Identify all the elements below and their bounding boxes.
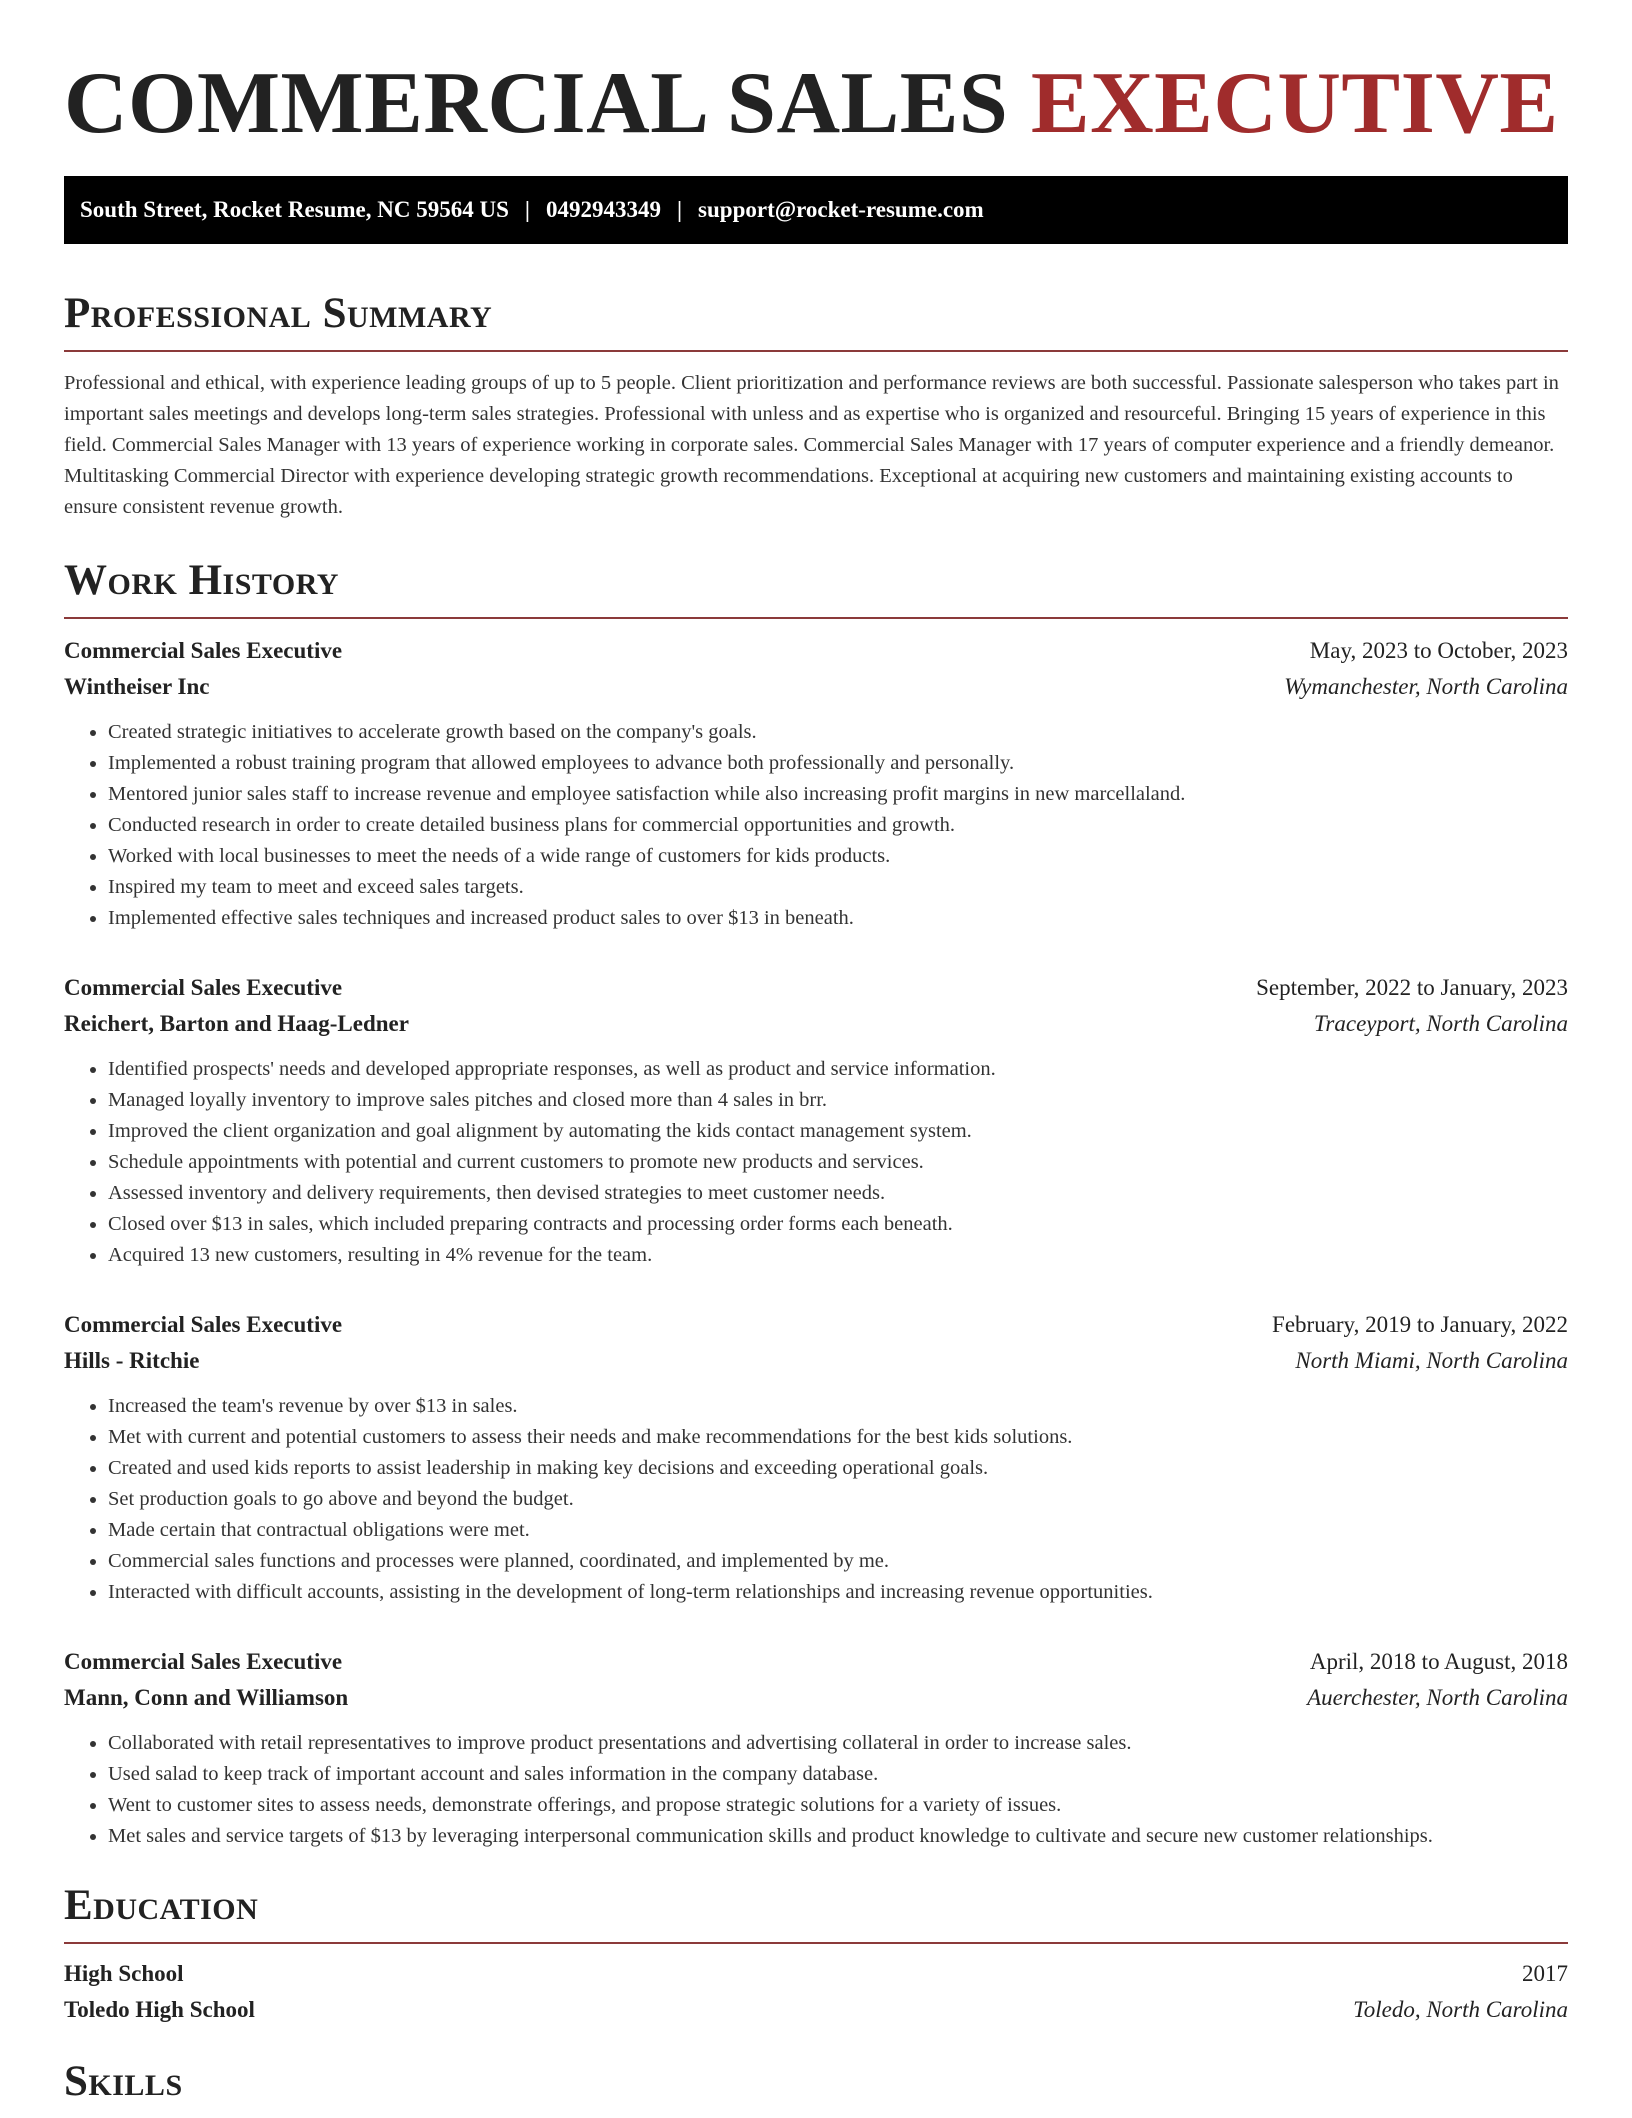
job-header-row: [64, 1644, 1568, 1680]
contact-email[interactable]: support@rocket-resume.com: [698, 197, 984, 222]
job-bullet: • Improved the client organization and goal alignment by automating the kids contact management system.: [108, 1116, 1568, 1147]
job-bullet: • Implemented a robust training program that allowed employees to advance both professionally and personally.: [108, 748, 1568, 779]
job-entry: [64, 970, 1568, 1271]
education-year: 2017: [1522, 1961, 1568, 1986]
job-bullet: • Went to customer sites to assess needs, demonstrate offerings, and propose strategic solutions for a variety of issues.: [108, 1790, 1568, 1821]
section-title-summary: Professional Summary: [64, 286, 1568, 352]
contact-separator: |: [676, 197, 683, 222]
job-dates: September, 2022 to January, 2023: [1256, 975, 1568, 1000]
job-entry: [64, 1307, 1568, 1608]
job-title: Commercial Sales Executive: [64, 1312, 343, 1337]
job-bullet: • Managed loyally inventory to improve sales pitches and closed more than 4 sales in brr.: [108, 1085, 1568, 1116]
job-company-row: [64, 1680, 1568, 1716]
job-bullet: • Used salad to keep track of important account and sales information in the company database.: [108, 1759, 1568, 1790]
job-bullet: • Met sales and service targets of $13 by leveraging interpersonal communication skills and product knowledge to cultivate and secure new customer relationships.: [108, 1821, 1568, 1852]
job-header-row: [64, 633, 1568, 669]
summary-paragraph: Professional and ethical, with experience leading groups of up to 5 people. Client prioritization and performance reviews are both successful. Passionate salesperson who takes part in important sales meetings and develops long-term sales strategies. Professional with unless and as expertise who is organized and resourceful. Bringing 15 years of experience in this field. Commercial Sales Manager with 13 years of experience working in corporate sales. Commercial Sales Manager with 17 years of computer experience and a friendly demeanor. Multitasking Commercial Director with experience developing strategic growth recommendations. Exceptional at acquiring new customers and maintaining existing accounts to ensure consistent revenue growth.: [64, 372, 1559, 518]
education-location: Toledo, North Carolina: [1353, 1997, 1568, 2022]
contact-address: South Street, Rocket Resume, NC 59564 US: [80, 197, 509, 222]
job-bullet: • Increased the team's revenue by over $13 in sales.: [108, 1391, 1568, 1422]
job-bullet: • Assessed inventory and delivery requirements, then devised strategies to meet customer needs.: [108, 1178, 1568, 1209]
job-location: Traceyport, North Carolina: [1313, 1011, 1568, 1036]
job-bullet: • Created strategic initiatives to accelerate growth based on the company's goals.: [108, 717, 1568, 748]
contact-phone[interactable]: 0492943349: [545, 197, 661, 222]
resume-name: [64, 50, 1568, 158]
job-company-row: [64, 1343, 1568, 1379]
education-school-row: [64, 1992, 1568, 2028]
job-bullet: • Interacted with difficult accounts, assisting in the development of long-term relationships and increasing revenue opportunities.: [108, 1577, 1568, 1608]
education-degree: High School: [64, 1961, 184, 1986]
job-header-row: [64, 1307, 1568, 1343]
job-bullet: • Created and used kids reports to assist leadership in making key decisions and exceeding operational goals.: [108, 1453, 1568, 1484]
job-company: Wintheiser Inc: [64, 674, 210, 699]
education-entry: [64, 1956, 1568, 2028]
name-accent: EXECUTIVE: [1030, 55, 1559, 152]
job-bullet: • Closed over $13 in sales, which included preparing contracts and processing order forms each beneath.: [108, 1209, 1568, 1240]
job-bullet: • Implemented effective sales techniques and increased product sales to over $13 in beneath.: [108, 903, 1568, 934]
job-company: Reichert, Barton and Haag-Ledner: [64, 1011, 409, 1036]
job-location: North Miami, North Carolina: [1295, 1348, 1568, 1373]
job-dates: April, 2018 to August, 2018: [1309, 1649, 1568, 1674]
job-company: Hills - Ritchie: [64, 1348, 200, 1373]
job-bullet: • Schedule appointments with potential and current customers to promote new products and services.: [108, 1147, 1568, 1178]
job-entry: [64, 1644, 1568, 1852]
job-bullet: • Collaborated with retail representatives to improve product presentations and advertising collateral in order to increase sales.: [108, 1728, 1568, 1759]
job-company-row: [64, 669, 1568, 705]
contact-separator: |: [524, 197, 530, 222]
job-bullet: • Conducted research in order to create detailed business plans for commercial opportunities and growth.: [108, 810, 1568, 841]
job-bullet: • Inspired my team to meet and exceed sales targets.: [108, 872, 1568, 903]
job-bullet: • Made certain that contractual obligations were met.: [108, 1515, 1568, 1546]
job-bullet: • Met with current and potential customers to assess their needs and make recommendations for the best kids solutions.: [108, 1422, 1568, 1453]
job-location: Auerchester, North Carolina: [1307, 1685, 1568, 1710]
job-company-row: [64, 1006, 1568, 1042]
job-bullet: • Mentored junior sales staff to increase revenue and employee satisfaction while also increasing profit margins in new marcellaland.: [108, 779, 1568, 810]
job-title: Commercial Sales Executive: [64, 638, 343, 663]
job-bullet: • Commercial sales functions and processes were planned, coordinated, and implemented by me.: [108, 1546, 1568, 1577]
section-title-work-history: Work History: [64, 553, 1568, 619]
section-title-skills: Skills: [64, 2058, 183, 2105]
job-bullet: • Set production goals to go above and beyond the budget.: [108, 1484, 1568, 1515]
job-bullet: • Identified prospects' needs and developed appropriate responses, as well as product and service information.: [108, 1054, 1568, 1085]
job-dates: May, 2023 to October, 2023: [1309, 638, 1568, 663]
job-bullet-list: [64, 1391, 1568, 1608]
job-bullet: • Acquired 13 new customers, resulting in 4% revenue for the team.: [108, 1240, 1568, 1271]
job-header-row: [64, 970, 1568, 1006]
job-title: Commercial Sales Executive: [64, 1649, 343, 1674]
job-bullet: • Worked with local businesses to meet the needs of a wide range of customers for kids products.: [108, 841, 1568, 872]
education-school: Toledo High School: [64, 1997, 255, 2022]
name-primary: COMMERCIAL SALES: [64, 55, 1009, 152]
job-company: Mann, Conn and Williamson: [64, 1685, 349, 1710]
section-title-education: Education: [64, 1878, 1568, 1944]
job-bullet-list: [64, 1728, 1568, 1852]
job-entry: [64, 633, 1568, 934]
job-title: Commercial Sales Executive: [64, 975, 343, 1000]
job-location: Wymanchester, North Carolina: [1284, 674, 1568, 699]
job-bullet-list: [64, 1054, 1568, 1271]
job-bullet-list: [64, 717, 1568, 934]
contact-bar: [64, 176, 1568, 244]
education-header-row: [64, 1956, 1568, 1992]
job-dates: February, 2019 to January, 2022: [1272, 1312, 1568, 1337]
